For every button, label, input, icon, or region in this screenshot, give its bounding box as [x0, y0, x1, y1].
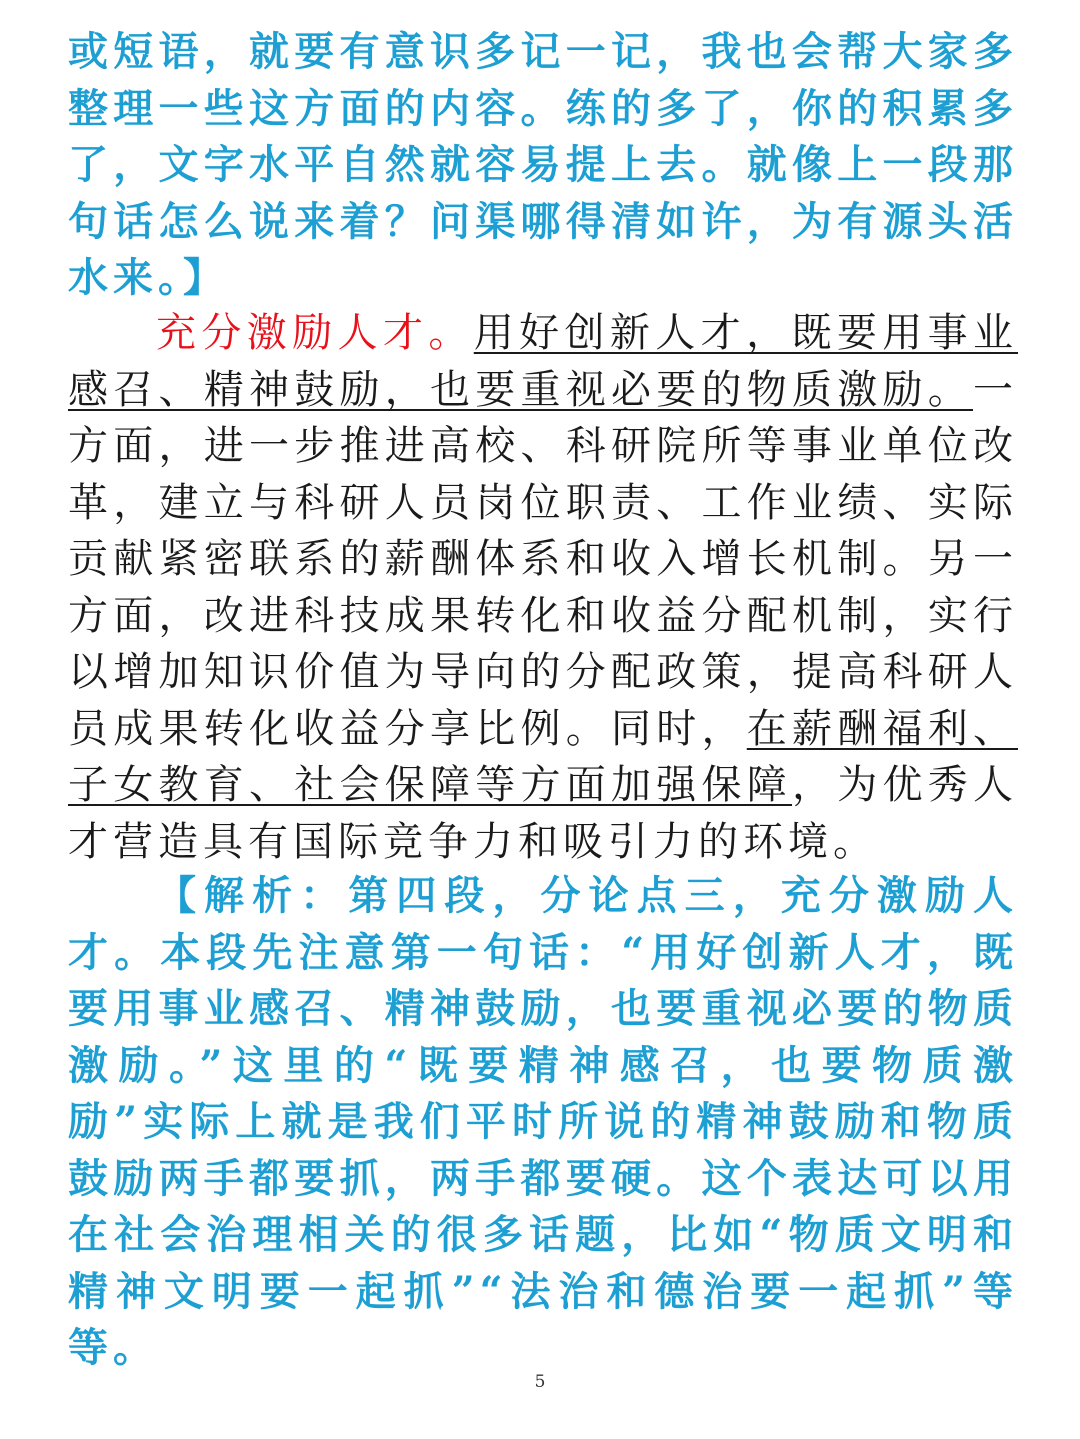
analysis-paragraph: 【解析：第四段，分论点三，充分激励人才。本段先注意第一句话：“用好创新人才，既要用事业感召、精神鼓励，也要重视必要的物质激励。”这里的“既要精神感召，也要物质激励”实际上就是我们平时所说的精神鼓励和物质鼓励两手都要抓，两手都要硬。这个表达可以用在社会治理相关的很多话题，比如“物质文明和精神文明要一起抓”“法治和德治要一起抓”等等。: [68, 872, 1018, 1371]
body-text: 一方面，进一步推进高校、科研院所等事业单位改革，建立与科研人员岗位职责、工作业绩、实际贡献紧密联系的薪酬体系和收入增长机制。另一方面，改进科技成果转化和收益分配机制，实行以增加知识价值为导向的分配政策，提高科研人员成果转化收益分享比例。同时，: [68, 366, 1018, 752]
underlined-phrase: 在薪酬福利、子女教育、社会保障等方面加强保障: [68, 705, 1018, 808]
analysis-paragraph-continued: 或短语，就要有意识多记一记，我也会帮大家多整理一些这方面的内容。练的多了，你的积累多了，文字水平自然就容易提上去。就像上一段那句话怎么说来着？问渠哪得清如许，为有源头活水来。】: [68, 28, 1018, 301]
section-heading: 充分激励人才。: [156, 310, 474, 356]
underlined-key-sentence: 用好创新人才，既要用事业感召、精神鼓励，也要重视必要的物质激励。: [68, 310, 1019, 413]
main-paragraph: [68, 305, 1018, 870]
body-text-ending: ，为优秀人才营造具有国际竞争力和吸引力的环境。: [68, 762, 1018, 865]
page-number: 5: [534, 1372, 546, 1392]
